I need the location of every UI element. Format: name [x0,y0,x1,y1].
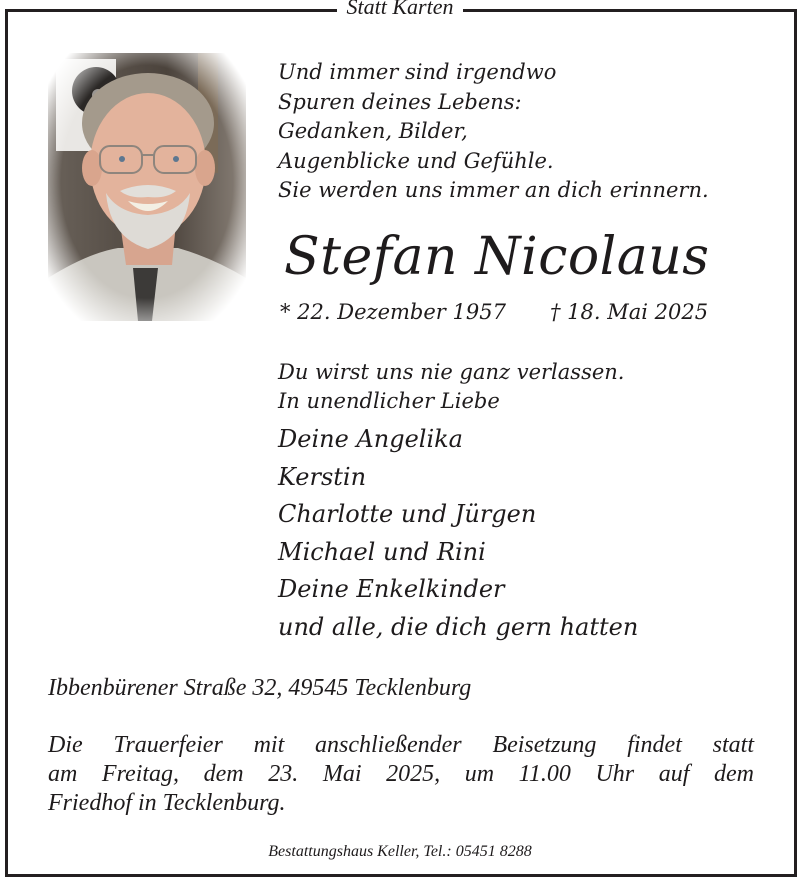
family-address: Ibbenbürener Straße 32, 49545 Tecklenburg [48,675,472,701]
poem-line: Gedanken, Bilder, [278,119,468,143]
poem-line: Und immer sind irgendwo [278,60,557,84]
service-line: Die Trauerfeier mit anschließender Beisetzung findet statt [48,732,754,758]
header [0,0,800,19]
mourners-list [278,421,638,646]
farewell-text [278,358,624,416]
portrait-photo [48,53,246,321]
service-line: Friedhof in Tecklenburg. [48,790,286,816]
portrait-image-icon [48,53,246,321]
life-dates [280,298,708,326]
poem-line: Augenblicke und Gefühle. [278,148,554,173]
poem-line: Sie werden uns immer an dich erinnern. [278,178,709,202]
mourner: und alle, die dich gern hatten [278,612,639,641]
mourner: Kerstin [278,462,367,491]
poem-line: Spuren deines Lebens: [278,89,522,114]
memorial-poem [278,58,709,206]
header-label: Statt Karten [337,0,464,19]
farewell-line: Du wirst uns nie ganz verlassen. [278,360,625,384]
funeral-home-credit: Bestattungshaus Keller, Tel.: 05451 8288 [268,843,532,860]
mourner: Deine Angelika [278,425,463,453]
death-date: † 18. Mai 2025 [549,300,709,324]
mourner: Deine Enkelkinder [278,575,505,603]
birth-date: * 22. Dezember 1957 [280,300,506,324]
mourner: Michael und Rini [278,537,486,566]
service-line: am Freitag, dem 23. Mai 2025, um 11.00 Uhr auf dem [48,761,754,787]
funeral-service-info [48,731,754,818]
deceased-name: Stefan Nicolaus [284,227,710,287]
mourner: Charlotte und Jürgen [278,500,537,528]
farewell-line: In unendlicher Liebe [278,389,500,413]
